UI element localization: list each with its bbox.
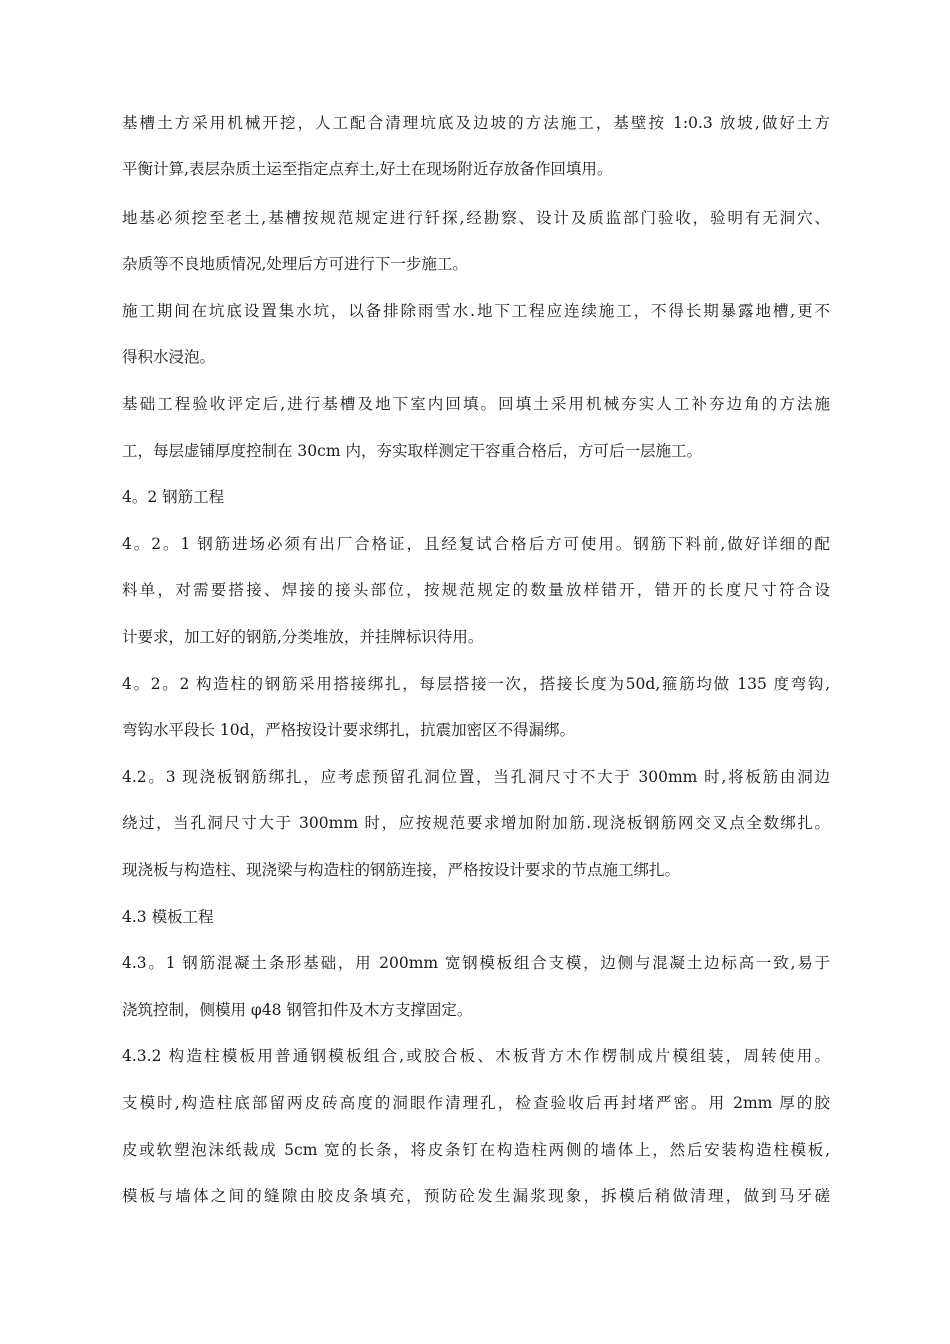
paragraph-line: 浇筑控制，侧模用 φ48 钢管扣件及木方支撑固定。 [122, 1001, 473, 1019]
paragraph-line: 4。2。2 构造柱的钢筋采用搭接绑扎，每层搭接一次，搭接长度为50d,箍筋均做 135 度弯钩, [122, 675, 830, 693]
paragraph-line: 绕过，当孔洞尺寸大于 300mm 时，应按规范要求增加附加筋.现浇板钢筋网交叉点全数绑扎。 [122, 814, 830, 832]
paragraph-line: 4.3。1 钢筋混凝土条形基础，用 200mm 宽钢模板组合支模，边侧与混凝土边标高一致,易于 [122, 954, 830, 972]
paragraph-line: 现浇板与构造柱、现浇梁与构造柱的钢筋连接，严格按设计要求的节点施工绑扎。 [122, 861, 681, 879]
paragraph-line: 平衡计算,表层杂质土运至指定点弃土,好土在现场附近存放备作回填用。 [122, 160, 613, 178]
section-heading: 4.3 模板工程 [122, 908, 214, 926]
paragraph-line: 施工期间在坑底设置集水坑，以备排除雨雪水.地下工程应连续施工，不得长期暴露地槽,更不 [122, 302, 830, 320]
paragraph-line: 4。2。1 钢筋进场必须有出厂合格证，且经复试合格后方可使用。钢筋下料前,做好详细的配 [122, 535, 830, 553]
paragraph-line: 工，每层虚铺厚度控制在 30cm 内，夯实取样测定干容重合格后，方可后一层施工。 [122, 442, 702, 460]
paragraph-line: 地基必须挖至老土,基槽按规范规定进行钎探,经勘察、设计及质监部门验收，验明有无洞穴、 [122, 209, 830, 227]
paragraph-line: 基础工程验收评定后,进行基槽及地下室内回填。回填土采用机械夯实人工补夯边角的方法施 [122, 395, 830, 413]
paragraph-line: 弯钩水平段长 10d，严格按设计要求绑扎，抗震加密区不得漏绑。 [122, 721, 576, 739]
paragraph-line: 4.3.2 构造柱模板用普通钢模板组合,或胶合板、木板背方木作楞制成片模组装，周转使用。 [122, 1047, 830, 1065]
paragraph-line: 模板与墙体之间的缝隙由胶皮条填充，预防砼发生漏浆现象，拆模后稍做清理，做到马牙磋 [122, 1187, 830, 1205]
paragraph-line: 计要求，加工好的钢筋,分类堆放，并挂牌标识待用。 [122, 628, 484, 646]
paragraph-line: 支模时,构造柱底部留两皮砖高度的洞眼作清理孔，检查验收后再封堵严密。用 2mm 厚的胶 [122, 1094, 830, 1112]
paragraph-line: 得积水浸泡。 [122, 348, 216, 366]
section-heading: 4。2 钢筋工程 [122, 488, 225, 506]
paragraph-line: 皮或软塑泡沫纸裁成 5cm 宽的长条，将皮条钉在构造柱两侧的墙体上，然后安装构造柱模板, [122, 1141, 830, 1159]
paragraph-line: 基槽土方采用机械开挖，人工配合清理坑底及边坡的方法施工，基壁按 1:0.3 放坡,做好土方 [122, 114, 830, 132]
paragraph-line: 料单，对需要搭接、焊接的接头部位，按规范规定的数量放样错开，错开的长度尺寸符合设 [122, 581, 830, 599]
paragraph-line: 杂质等不良地质情况,处理后方可进行下一步施工。 [122, 255, 468, 273]
paragraph-line: 4.2。3 现浇板钢筋绑扎，应考虑预留孔洞位置，当孔洞尺寸不大于 300mm 时,将板筋由洞边 [122, 768, 830, 786]
